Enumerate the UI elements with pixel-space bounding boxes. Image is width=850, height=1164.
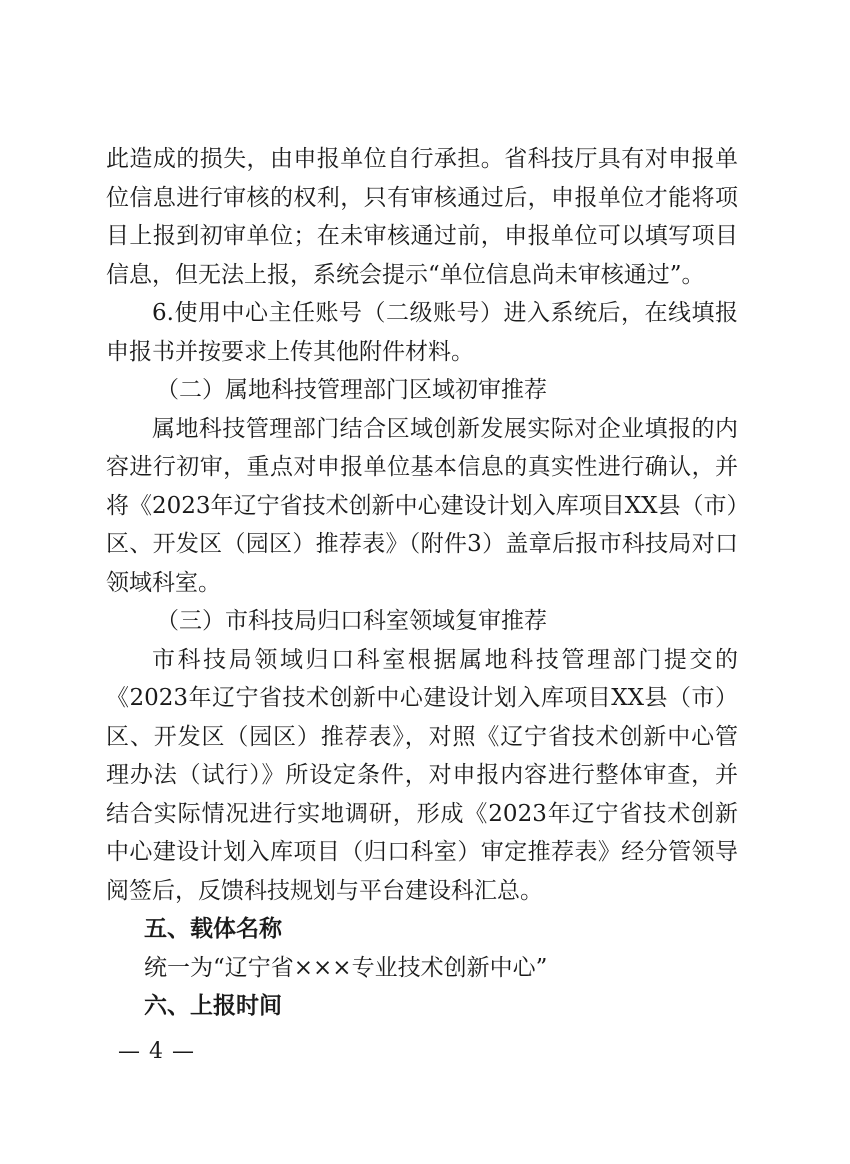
document-body bbox=[106, 140, 738, 1026]
subheading-local-review: （二）属地科技管理部门区域初审推荐 bbox=[156, 377, 547, 403]
heading-submission-time: 六、上报时间 bbox=[144, 993, 282, 1019]
paragraph-carrier-name: 统一为“辽宁省×××专业技术创新中心” bbox=[144, 954, 548, 981]
subheading-city-review: （三）市科技局归口科室领域复审推荐 bbox=[156, 608, 547, 634]
heading-carrier-name: 五、载体名称 bbox=[144, 916, 282, 942]
paragraph-step-6: 6.使用中心主任账号（二级账号）进入系统后，在线填报申报书并按要求上传其他附件材料。 bbox=[106, 300, 738, 365]
page-number: — 4 — bbox=[118, 1039, 195, 1064]
paragraph-unit-info-review: 此造成的损失，由申报单位自行承担。省科技厅具有对申报单位信息进行审核的权利，只有审核通过后，申报单位才能将项目上报到初审单位；在未审核通过前，申报单位可以填写项目信息，但无法上报，系统会提示“单位信息尚未审核通过”。 bbox=[106, 146, 738, 288]
paragraph-local-review: 属地科技管理部门结合区域创新发展实际对企业填报的内容进行初审，重点对申报单位基本信息的真实性进行确认，并将《2023年辽宁省技术创新中心建设计划入库项目XX县（市）区、开发区（园区）推荐表》（附件3）盖章后报市科技局对口领域科室。 bbox=[106, 415, 738, 596]
paragraph-city-review: 市科技局领域归口科室根据属地科技管理部门提交的《2023年辽宁省技术创新中心建设计划入库项目XX县（市）区、开发区（园区）推荐表》，对照《辽宁省技术创新中心管理办法（试行）》所设定条件，对申报内容进行整体审查，并结合实际情况进行实地调研，形成《2023年辽宁省技术创新中心建设计划入库项目（归口科室）审定推荐表》经分管领导阅签后，反馈科技规划与平台建设科汇总。 bbox=[106, 646, 738, 904]
